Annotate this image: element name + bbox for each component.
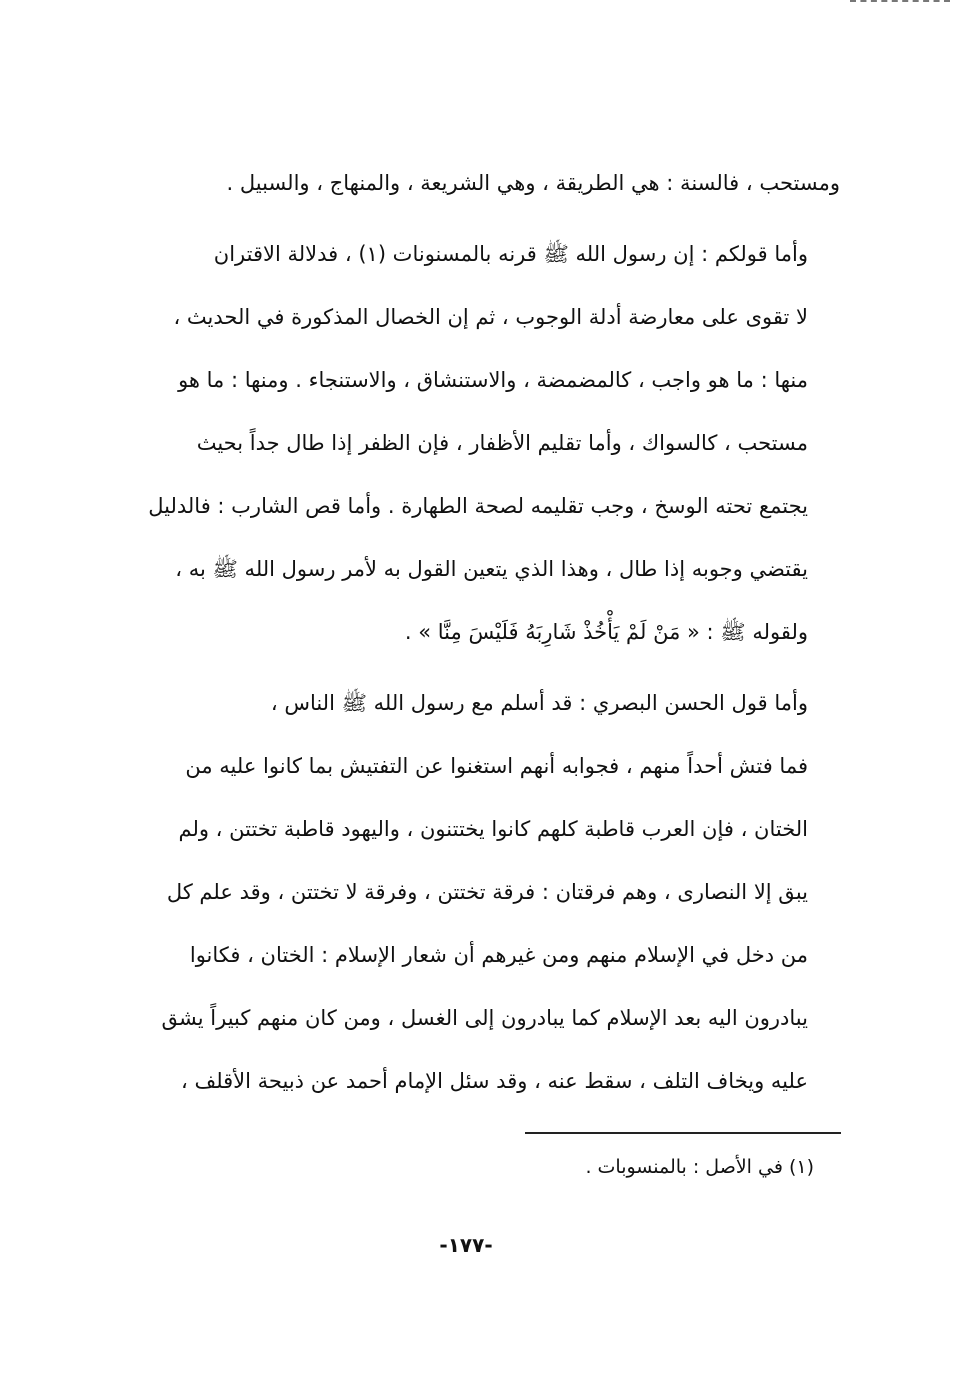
text-line: الختان ، فإن العرب قاطبة كلهم كانوا يختتنون ، واليهود قاطبة تختتن ، ولم [178, 817, 808, 841]
text-line: يقتضي وجوبه إذا طال ، وهذا الذي يتعين القول به لأمر رسول الله ﷺ به ، [175, 557, 808, 581]
paragraph-3 [118, 672, 840, 1113]
text-line: من دخل في الإسلام منهم ومن غيرهم أن شعار الإسلام : الختان ، فكانوا [189, 943, 808, 967]
page-number: -١٧٧- [439, 1233, 493, 1257]
paragraph-1 [118, 152, 840, 215]
footnote: (١) في الأصل : بالمنسوبات . [585, 1156, 814, 1178]
text-line: فما فتش أحداً منهم ، فجوابه أنهم استغنوا عن التفتيش بما كانوا عليه من [185, 754, 808, 778]
body-text [118, 152, 840, 1113]
text-line: عليه ويخاف التلف ، سقط عنه ، وقد سئل الإمام أحمد عن ذبيحة الأقلف ، [181, 1069, 808, 1093]
footnote-divider [525, 1132, 841, 1134]
text-line: وأما قولكم : إن رسول الله ﷺ قرنه بالمسنونات (١) ، فدلالة الاقتران [213, 242, 808, 266]
text-line: مستحب ، كالسواك ، وأما تقليم الأظفار ، فإن الظفر إذا طال جداً بحيث [196, 431, 808, 455]
paragraph-2 [118, 223, 840, 664]
text-line: وأما قول الحسن البصري : قد أسلم مع رسول الله ﷺ الناس ، [270, 691, 808, 715]
text-line: منها : ما هو واجب ، كالمضمضة ، والاستنشاق ، والاستنجاء . ومنها : ما هو [178, 368, 808, 392]
text-line: يبق إلا النصارى ، وهم فرقتان : فرقة تختتن ، وفرقة لا تختتن ، وقد علم كل [166, 880, 808, 904]
text-line: لا تقوى على معارضة أدلة الوجوب ، ثم إن الخصال المذكورة في الحديث ، [173, 305, 808, 329]
text-line: يبادرون اليه بعد الإسلام كما يبادرون إلى الغسل ، ومن كان منهم كبيراً يشق [161, 1006, 808, 1030]
text-line: ومستحب ، فالسنة : هي الطريقة ، وهي الشريعة ، والمنهاج ، والسبيل . [226, 171, 840, 195]
text-line: يجتمع تحته الوسخ ، وجب تقليمه لصحة الطهارة . وأما قص الشارب : فالدليل [148, 494, 808, 518]
text-line: ولقوله ﷺ : « مَنْ لَمْ يَأْخُذْ شَارِبَهُ فَلَيْسَ مِنَّا » . [404, 620, 808, 644]
scan-edge-mark [850, 0, 950, 8]
